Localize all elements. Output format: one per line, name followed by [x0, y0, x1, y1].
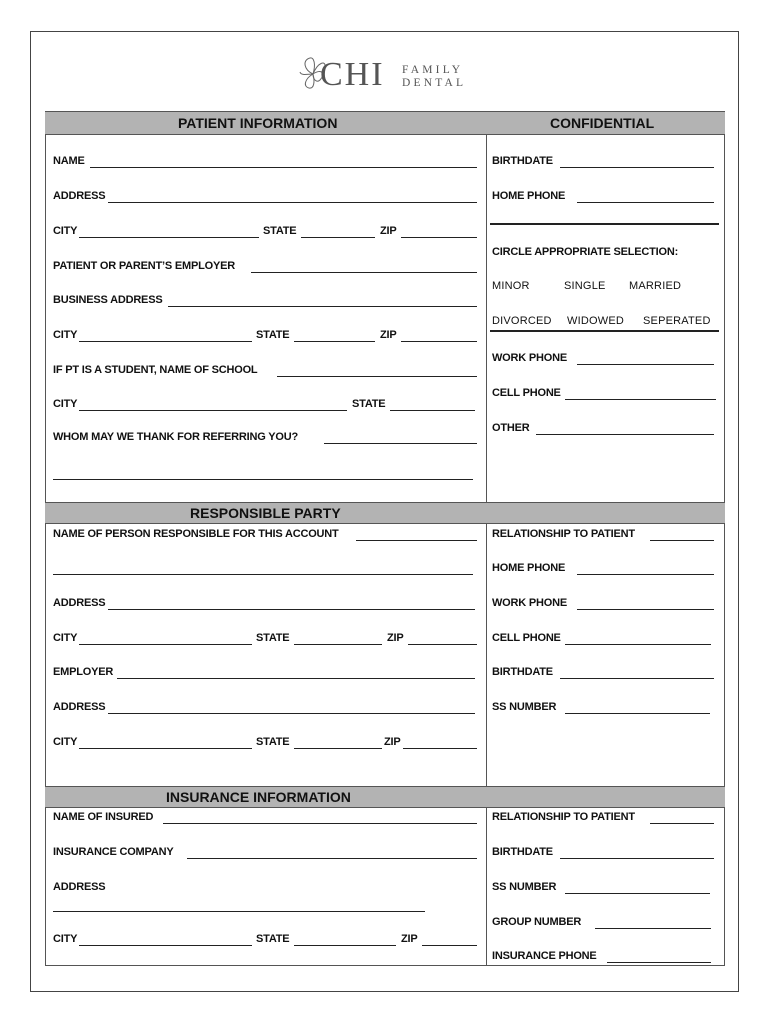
conf-divider-bottom — [490, 330, 719, 332]
ins-group-number-label: GROUP NUMBER — [492, 916, 582, 928]
patient-address-label: ADDRESS — [53, 190, 106, 202]
school-state-field[interactable] — [390, 410, 475, 411]
ins-ss-number-field[interactable] — [565, 893, 710, 894]
ins-company-field[interactable] — [187, 858, 477, 859]
option-single[interactable]: SINGLE — [564, 280, 606, 292]
patient-name-label: NAME — [53, 155, 85, 167]
conf-work-phone-field[interactable] — [577, 364, 714, 365]
resp-employer-address-label: ADDRESS — [53, 701, 106, 713]
insurance-information-header: INSURANCE INFORMATION — [166, 789, 351, 805]
logo-line-dental: DENTAL — [402, 77, 467, 89]
resp-relationship-field[interactable] — [650, 540, 714, 541]
resp-zip-label: ZIP — [387, 632, 404, 644]
conf-birthdate-label: BIRTHDATE — [492, 155, 553, 167]
patient-state-field[interactable] — [301, 237, 375, 238]
option-minor[interactable]: MINOR — [492, 280, 530, 292]
business-zip-field[interactable] — [401, 341, 477, 342]
ins-phone-label: INSURANCE PHONE — [492, 950, 597, 962]
ins-birthdate-field[interactable] — [560, 858, 714, 859]
resp-ss-number-field[interactable] — [565, 713, 710, 714]
patient-address-field[interactable] — [108, 202, 477, 203]
resp-birthdate-field[interactable] — [560, 678, 714, 679]
resp-employer-state-label: STATE — [256, 736, 290, 748]
business-zip-label: ZIP — [380, 329, 397, 341]
resp-state-label: STATE — [256, 632, 290, 644]
school-field[interactable] — [277, 376, 477, 377]
logo-line-family: FAMILY — [402, 64, 464, 76]
responsible-party-header: RESPONSIBLE PARTY — [190, 505, 341, 521]
conf-cell-phone-field[interactable] — [565, 399, 716, 400]
business-state-label: STATE — [256, 329, 290, 341]
resp-name-field-continued[interactable] — [53, 574, 473, 575]
circle-selection-label: CIRCLE APPROPRIATE SELECTION: — [492, 246, 679, 258]
business-state-field[interactable] — [294, 341, 375, 342]
patient-name-field[interactable] — [90, 167, 477, 168]
ins-birthdate-label: BIRTHDATE — [492, 846, 553, 858]
resp-birthdate-label: BIRTHDATE — [492, 666, 553, 678]
ins-address-label: ADDRESS — [53, 881, 106, 893]
business-city-label: CITY — [53, 329, 78, 341]
resp-home-phone-field[interactable] — [577, 574, 714, 575]
resp-employer-city-label: CITY — [53, 736, 78, 748]
resp-ss-number-label: SS NUMBER — [492, 701, 557, 713]
resp-relationship-label: RELATIONSHIP TO PATIENT — [492, 528, 635, 540]
ins-insured-field[interactable] — [163, 823, 477, 824]
ins-state-label: STATE — [256, 933, 290, 945]
resp-name-field[interactable] — [356, 540, 477, 541]
option-widowed[interactable]: WIDOWED — [567, 315, 625, 327]
resp-cell-phone-field[interactable] — [565, 644, 711, 645]
resp-employer-zip-field[interactable] — [403, 748, 477, 749]
resp-city-label: CITY — [53, 632, 78, 644]
resp-work-phone-label: WORK PHONE — [492, 597, 568, 609]
school-label: IF PT IS A STUDENT, NAME OF SCHOOL — [53, 364, 258, 376]
logo-subtitle — [402, 64, 466, 90]
resp-name-label: NAME OF PERSON RESPONSIBLE FOR THIS ACCOUNT — [53, 528, 339, 540]
resp-cell-phone-label: CELL PHONE — [492, 632, 561, 644]
ins-phone-field[interactable] — [607, 962, 711, 963]
ins-relationship-field[interactable] — [650, 823, 714, 824]
patient-zip-label: ZIP — [380, 225, 397, 237]
resp-home-phone-label: HOME PHONE — [492, 562, 566, 574]
resp-work-phone-field[interactable] — [577, 609, 714, 610]
referral-field-continued[interactable] — [53, 479, 473, 480]
confidential-header: CONFIDENTIAL — [550, 115, 655, 131]
school-city-label: CITY — [53, 398, 78, 410]
ins-state-field[interactable] — [294, 945, 396, 946]
conf-other-label: OTHER — [492, 422, 530, 434]
ins-relationship-label: RELATIONSHIP TO PATIENT — [492, 811, 635, 823]
resp-address-label: ADDRESS — [53, 597, 106, 609]
section-header-row-3 — [45, 786, 725, 808]
ins-group-number-field[interactable] — [595, 928, 711, 929]
ins-company-label: INSURANCE COMPANY — [53, 846, 174, 858]
resp-employer-address-field[interactable] — [108, 713, 475, 714]
ins-city-field[interactable] — [79, 945, 252, 946]
resp-zip-field[interactable] — [408, 644, 477, 645]
referral-label: WHOM MAY WE THANK FOR REFERRING YOU? — [53, 431, 298, 443]
logo-brand: CHI — [320, 56, 385, 93]
patient-employer-label: PATIENT OR PARENT’S EMPLOYER — [53, 260, 236, 272]
referral-field[interactable] — [324, 443, 477, 444]
section-header-row-2 — [45, 502, 725, 524]
resp-state-field[interactable] — [294, 644, 382, 645]
resp-city-field[interactable] — [79, 644, 252, 645]
ins-ss-number-label: SS NUMBER — [492, 881, 557, 893]
conf-cell-phone-label: CELL PHONE — [492, 387, 561, 399]
resp-employer-state-field[interactable] — [294, 748, 382, 749]
patient-employer-field[interactable] — [251, 272, 477, 273]
conf-divider-top — [490, 223, 719, 225]
patient-zip-field[interactable] — [401, 237, 477, 238]
patient-state-label: STATE — [263, 225, 297, 237]
conf-home-phone-label: HOME PHONE — [492, 190, 566, 202]
ins-city-label: CITY — [53, 933, 78, 945]
option-separated[interactable]: SEPERATED — [643, 315, 711, 327]
patient-information-header: PATIENT INFORMATION — [178, 115, 338, 131]
option-married[interactable]: MARRIED — [629, 280, 682, 292]
business-city-field[interactable] — [79, 341, 252, 342]
conf-home-phone-field[interactable] — [577, 202, 714, 203]
business-address-label: BUSINESS ADDRESS — [53, 294, 163, 306]
resp-employer-zip-label: ZIP — [384, 736, 401, 748]
ins-insured-label: NAME OF INSURED — [53, 811, 154, 823]
business-address-field[interactable] — [168, 306, 477, 307]
column-divider — [486, 111, 487, 966]
resp-employer-city-field[interactable] — [79, 748, 252, 749]
option-divorced[interactable]: DIVORCED — [492, 315, 552, 327]
resp-employer-field[interactable] — [117, 678, 475, 679]
resp-address-field[interactable] — [108, 609, 475, 610]
conf-other-field[interactable] — [536, 434, 714, 435]
section-header-row-1 — [45, 111, 725, 135]
ins-zip-field[interactable] — [422, 945, 477, 946]
ins-zip-label: ZIP — [401, 933, 418, 945]
conf-birthdate-field[interactable] — [560, 167, 714, 168]
ins-address-field[interactable] — [53, 911, 425, 912]
chi-family-dental-logo — [298, 52, 478, 102]
patient-city-field[interactable] — [79, 237, 259, 238]
school-state-label: STATE — [352, 398, 386, 410]
resp-employer-label: EMPLOYER — [53, 666, 114, 678]
patient-city-label: CITY — [53, 225, 78, 237]
school-city-field[interactable] — [79, 410, 347, 411]
conf-work-phone-label: WORK PHONE — [492, 352, 568, 364]
